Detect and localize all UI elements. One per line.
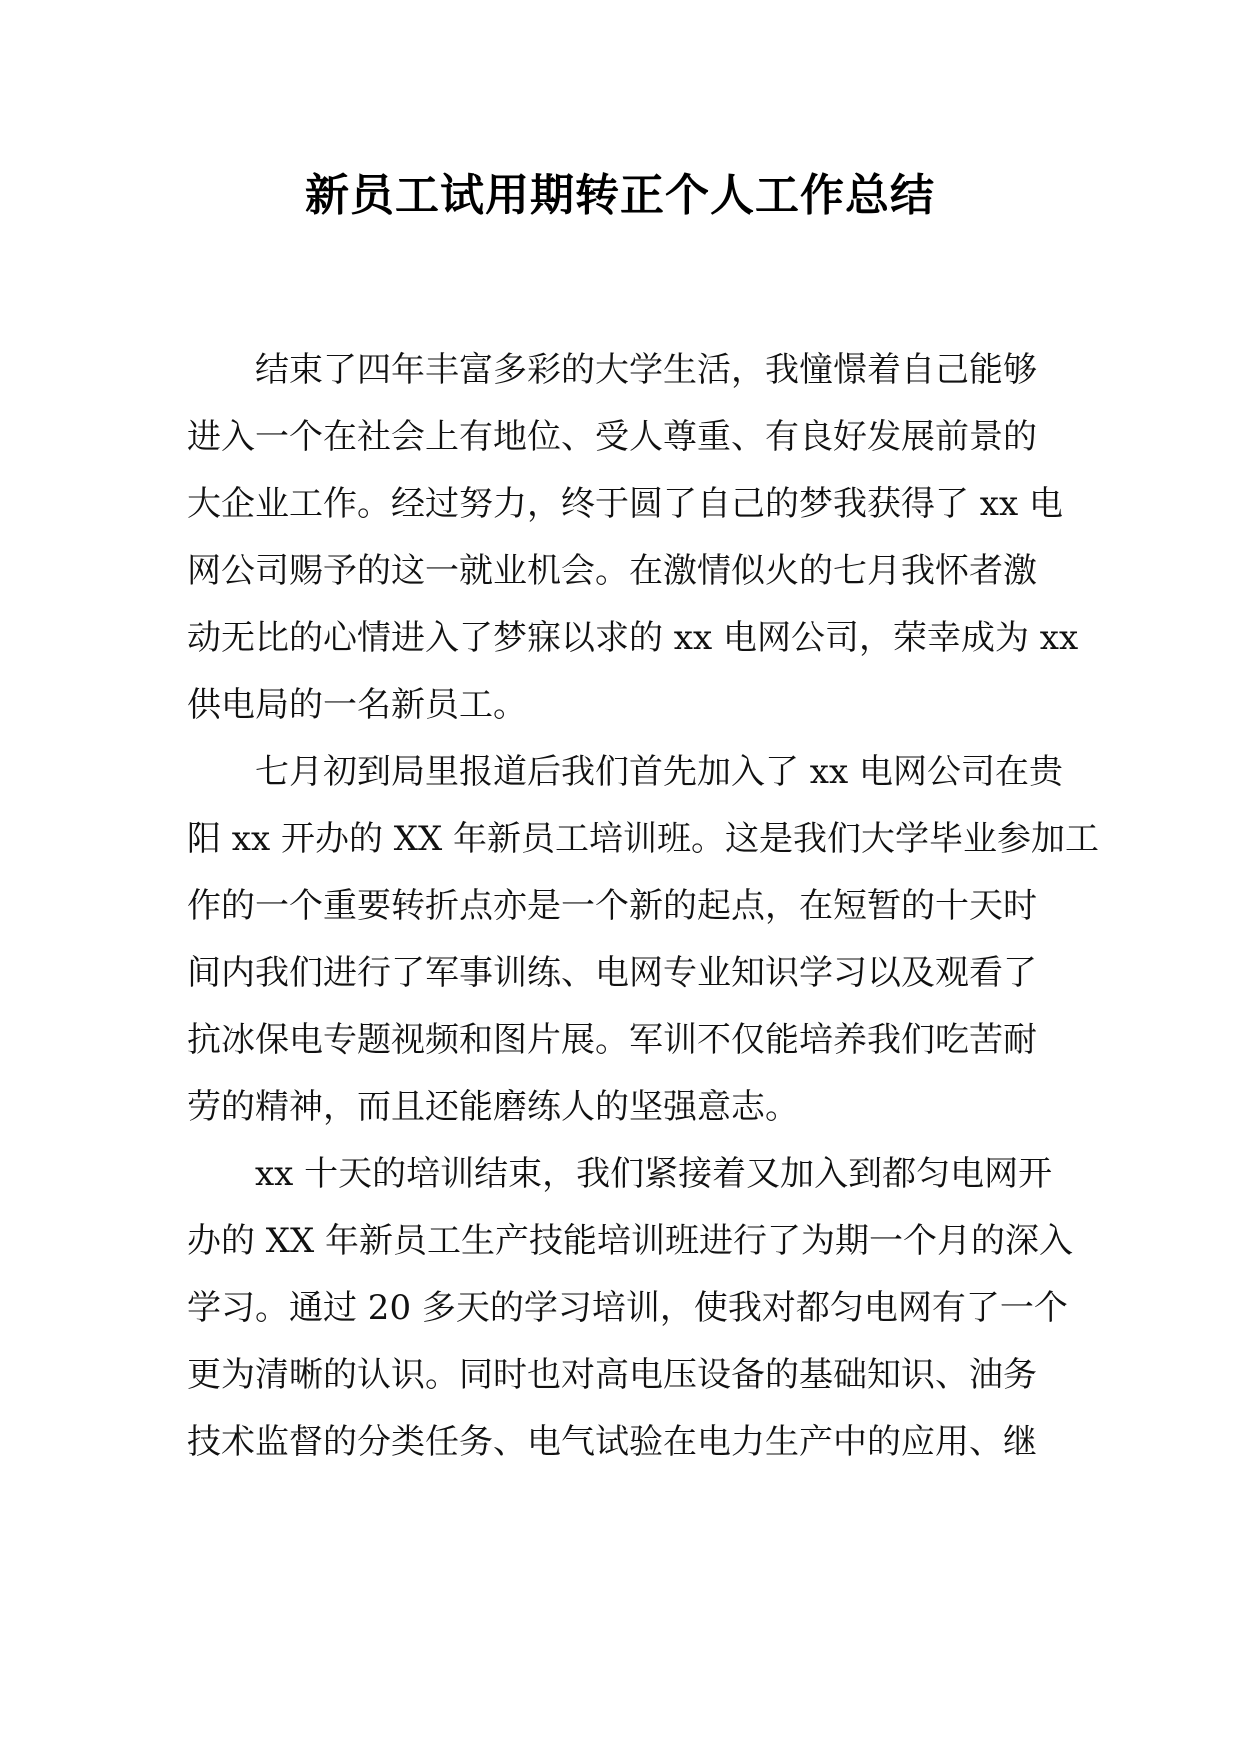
document-body	[187, 337, 1099, 1476]
document-title: 新员工试用期转正个人工作总结	[305, 170, 935, 221]
paragraph-2-line-1: 七月初到局里报道后我们首先加入了 xx 电网公司在贵	[255, 752, 1063, 792]
paragraph-1-line-3: 大企业工作。经过努力，终于圆了自己的梦我获得了 xx 电	[187, 484, 1063, 524]
paragraph-2-line-5: 抗冰保电专题视频和图片展。军训不仅能培养我们吃苦耐	[187, 1020, 1037, 1060]
paragraph-2-line-4: 间内我们进行了军事训练、电网专业知识学习以及观看了	[187, 953, 1037, 993]
paragraph-1-line-6: 供电局的一名新员工。	[187, 685, 527, 725]
paragraph-2-line-3: 作的一个重要转折点亦是一个新的起点，在短暂的十天时	[187, 886, 1037, 926]
paragraph-3-line-5: 技术监督的分类任务、电气试验在电力生产中的应用、继	[187, 1422, 1037, 1462]
paragraph-3-line-1: xx 十天的培训结束，我们紧接着又加入到都匀电网开	[255, 1154, 1053, 1194]
paragraph-3-line-3: 学习。通过 20 多天的学习培训，使我对都匀电网有了一个	[187, 1288, 1068, 1328]
paragraph-3-line-2: 办的 XX 年新员工生产技能培训班进行了为期一个月的深入	[187, 1221, 1074, 1261]
paragraph-1-line-1: 结束了四年丰富多彩的大学生活，我憧憬着自己能够	[255, 350, 1037, 390]
paragraph-2-line-2: 阳 xx 开办的 XX 年新员工培训班。这是我们大学毕业参加工	[187, 819, 1099, 859]
paragraph-1-line-2: 进入一个在社会上有地位、受人尊重、有良好发展前景的	[187, 417, 1037, 457]
paragraph-3-line-4: 更为清晰的认识。同时也对高电压设备的基础知识、油务	[187, 1355, 1037, 1395]
paragraph-1-line-4: 网公司赐予的这一就业机会。在激情似火的七月我怀者激	[187, 551, 1037, 591]
paragraph-2-line-6: 劳的精神，而且还能磨练人的坚强意志。	[187, 1087, 799, 1127]
paragraph-1-line-5: 动无比的心情进入了梦寐以求的 xx 电网公司，荣幸成为 xx	[187, 618, 1079, 658]
